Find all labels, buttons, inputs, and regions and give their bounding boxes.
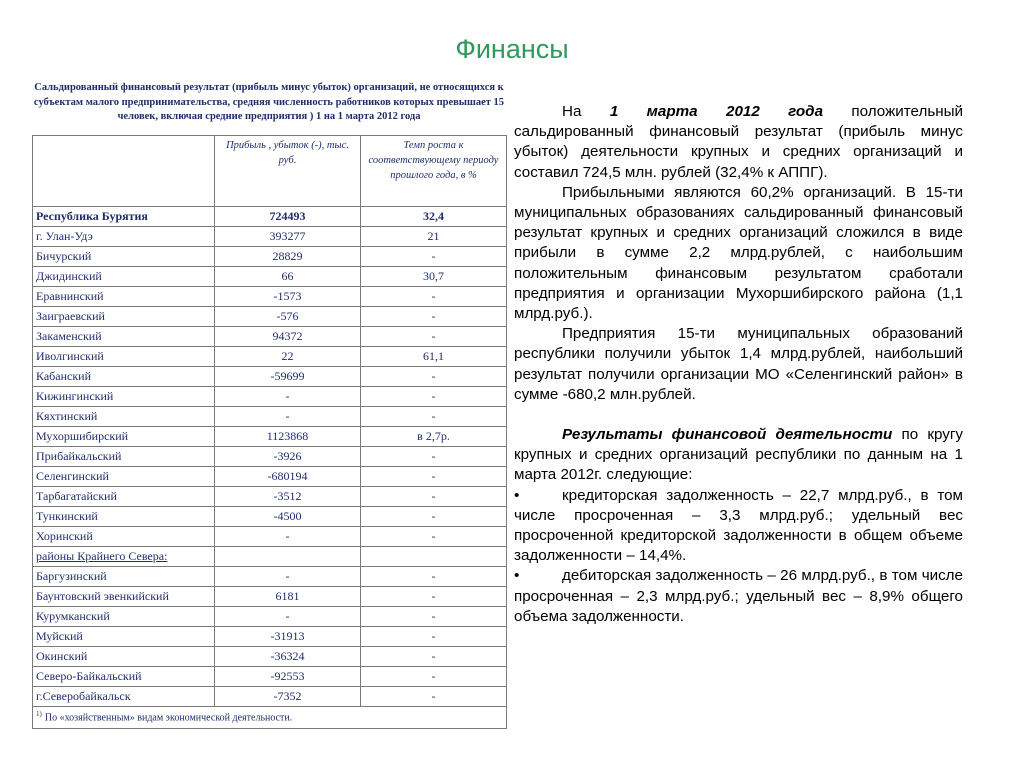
region-name-cell: Кяхтинский xyxy=(33,407,215,427)
profit-cell: - xyxy=(215,607,361,627)
footnote-text: По «хозяйственным» видам экономической деятельности. xyxy=(44,712,293,724)
profit-cell: - xyxy=(215,387,361,407)
paragraph-2: Прибыльными являются 60,2% организаций. В 15-ти муниципальных образованиях сальдированный финансовый результат крупных и средних организаций сложился в виде прибыли в сумме 2,2 млрд.рублей, с наибольшим положительным финансовым результатом сработали предприятия и организации Мухоршибирского района (1,1 млрд.руб.). xyxy=(514,183,963,323)
table-row xyxy=(33,587,507,607)
growth-cell: - xyxy=(361,567,507,587)
profit-cell: -7352 xyxy=(215,687,361,707)
table-row xyxy=(33,547,507,567)
growth-cell: - xyxy=(361,687,507,707)
growth-cell: в 2,7р. xyxy=(361,427,507,447)
table-row xyxy=(33,387,507,407)
region-name-cell: Еравнинский xyxy=(33,287,215,307)
profit-cell: - xyxy=(215,527,361,547)
profit-cell: -680194 xyxy=(215,467,361,487)
region-name-cell: Хоринский xyxy=(33,527,215,547)
table-row xyxy=(33,467,507,487)
table-row xyxy=(33,627,507,647)
region-name-cell: Баргузинский xyxy=(33,567,215,587)
region-name-cell: Бичурский xyxy=(33,247,215,267)
slide-title: Финансы xyxy=(455,34,569,64)
region-name-cell: Муйский xyxy=(33,627,215,647)
growth-cell: 32,4 xyxy=(361,207,507,227)
table-row xyxy=(33,327,507,347)
table-row xyxy=(33,407,507,427)
footnote-row xyxy=(33,707,507,729)
growth-cell: - xyxy=(361,647,507,667)
profit-cell: 724493 xyxy=(215,207,361,227)
profit-cell: -1573 xyxy=(215,287,361,307)
profit-cell: -59699 xyxy=(215,367,361,387)
table-row xyxy=(33,607,507,627)
profit-cell: -3512 xyxy=(215,487,361,507)
growth-cell: - xyxy=(361,307,507,327)
table-row xyxy=(33,667,507,687)
summary-text xyxy=(514,102,963,627)
region-name-cell: г. Улан-Удэ xyxy=(33,227,215,247)
table-row xyxy=(33,647,507,667)
region-name-cell: Тункинский xyxy=(33,507,215,527)
profit-cell: 6181 xyxy=(215,587,361,607)
profit-cell: -4500 xyxy=(215,507,361,527)
paragraph-3: Предприятия 15-ти муниципальных образований республики получили убыток 1,4 млрд.рублей, наибольший результат получили организации МО «Селенгинский район» в сумме -680,2 млн.рублей. xyxy=(514,325,963,403)
region-name-cell: Баунтовский эвенкийский xyxy=(33,587,215,607)
table-row xyxy=(33,687,507,707)
profit-cell: 393277 xyxy=(215,227,361,247)
footnote-mark: 1) xyxy=(36,710,42,718)
table-row xyxy=(33,527,507,547)
profit-cell: -36324 xyxy=(215,647,361,667)
region-name-cell: Прибайкальский xyxy=(33,447,215,467)
profit-cell: - xyxy=(215,567,361,587)
profit-cell: 94372 xyxy=(215,327,361,347)
header-cell-profit: Прибыль , убыток (-), тыс. руб. xyxy=(215,136,361,207)
bullet-icon: • xyxy=(514,567,520,585)
profit-cell: - xyxy=(215,407,361,427)
paragraph-4: Результаты финансовой деятельности по кругу крупных и средних организаций республики по данным на 1 марта 2012г. следующие: xyxy=(514,426,963,484)
profit-cell: 1123868 xyxy=(215,427,361,447)
table-row xyxy=(33,447,507,467)
growth-cell: - xyxy=(361,627,507,647)
profit-cell: -576 xyxy=(215,307,361,327)
table-row xyxy=(33,307,507,327)
bullet-item-payables: • кредиторская задолженность – 22,7 млрд.руб., в том числе просроченная – 3,3 млрд.руб.; удельный вес просроченной кредиторской задолженности в общем объеме задолженности – 14,4%. xyxy=(514,486,963,565)
growth-cell: 61,1 xyxy=(361,347,507,367)
growth-cell: - xyxy=(361,367,507,387)
table-row xyxy=(33,367,507,387)
table-row xyxy=(33,487,507,507)
region-name-cell: Закаменский xyxy=(33,327,215,347)
growth-cell: - xyxy=(361,487,507,507)
table-row xyxy=(33,267,507,287)
region-name-cell: Мухоршибирский xyxy=(33,427,215,447)
profit-cell: -31913 xyxy=(215,627,361,647)
table-header-row xyxy=(33,136,507,207)
table-row xyxy=(33,227,507,247)
bullet-item-receivables: • дебиторская задолженность – 26 млрд.руб., в том числе просроченная – 2,3 млрд.руб.; удельный вес – 8,9% общего объема задолженности. xyxy=(514,567,963,625)
header-cell-growth: Темп роста к соответствующему периоду прошлого года, в % xyxy=(361,136,507,207)
growth-cell: - xyxy=(361,607,507,627)
growth-cell: - xyxy=(361,447,507,467)
region-name-cell: Джидинский xyxy=(33,267,215,287)
finance-table xyxy=(32,135,507,729)
growth-cell xyxy=(361,547,507,567)
table-row xyxy=(33,247,507,267)
growth-cell: - xyxy=(361,507,507,527)
bullet-icon: • xyxy=(514,486,520,504)
profit-cell xyxy=(215,547,361,567)
region-name-cell: Кабанский xyxy=(33,367,215,387)
growth-cell: - xyxy=(361,247,507,267)
region-name-cell: Тарбагатайский xyxy=(33,487,215,507)
region-name-cell: Иволгинский xyxy=(33,347,215,367)
region-name-cell: Заиграевский xyxy=(33,307,215,327)
region-name-cell: Кижингинский xyxy=(33,387,215,407)
growth-cell: - xyxy=(361,587,507,607)
table-row xyxy=(33,207,507,227)
growth-cell: - xyxy=(361,387,507,407)
growth-cell: - xyxy=(361,407,507,427)
profit-cell: 66 xyxy=(215,267,361,287)
region-name-cell: районы Крайнего Севера: xyxy=(33,547,215,567)
profit-cell: 28829 xyxy=(215,247,361,267)
growth-cell: - xyxy=(361,327,507,347)
header-cell-region xyxy=(33,136,215,207)
table-row xyxy=(33,347,507,367)
report-date: 1 марта 2012 года xyxy=(609,103,824,120)
table-row xyxy=(33,507,507,527)
profit-cell: -3926 xyxy=(215,447,361,467)
growth-cell: - xyxy=(361,287,507,307)
region-name-cell: г.Северобайкальск xyxy=(33,687,215,707)
region-name-cell: Республика Бурятия xyxy=(33,207,215,227)
profit-cell: -92553 xyxy=(215,667,361,687)
table-row xyxy=(33,427,507,447)
table-row xyxy=(33,567,507,587)
region-name-cell: Северо-Байкальский xyxy=(33,667,215,687)
region-name-cell: Селенгинский xyxy=(33,467,215,487)
table-row xyxy=(33,287,507,307)
growth-cell: - xyxy=(361,527,507,547)
table-caption: Сальдированный финансовый результат (прибыль минус убыток) организаций, не относящихся к субъектам малого предпринимательства, средняя численность работников которых превышает 15 человек, включая средние предприятия ) 1 на 1 марта 2012 года xyxy=(33,82,505,122)
growth-cell: - xyxy=(361,467,507,487)
footnote-cell xyxy=(33,707,507,729)
growth-cell: 30,7 xyxy=(361,267,507,287)
region-name-cell: Курумканский xyxy=(33,607,215,627)
paragraph-1: На 1 марта 2012 года положительный сальдированный финансовый результат (прибыль минус убыток) деятельности крупных и средних организаций и составил 724,5 млн. рублей (32,4% к АППГ). xyxy=(514,103,964,181)
region-name-cell: Окинский xyxy=(33,647,215,667)
profit-cell: 22 xyxy=(215,347,361,367)
growth-cell: - xyxy=(361,667,507,687)
growth-cell: 21 xyxy=(361,227,507,247)
results-heading: Результаты финансовой деятельности xyxy=(562,426,893,444)
